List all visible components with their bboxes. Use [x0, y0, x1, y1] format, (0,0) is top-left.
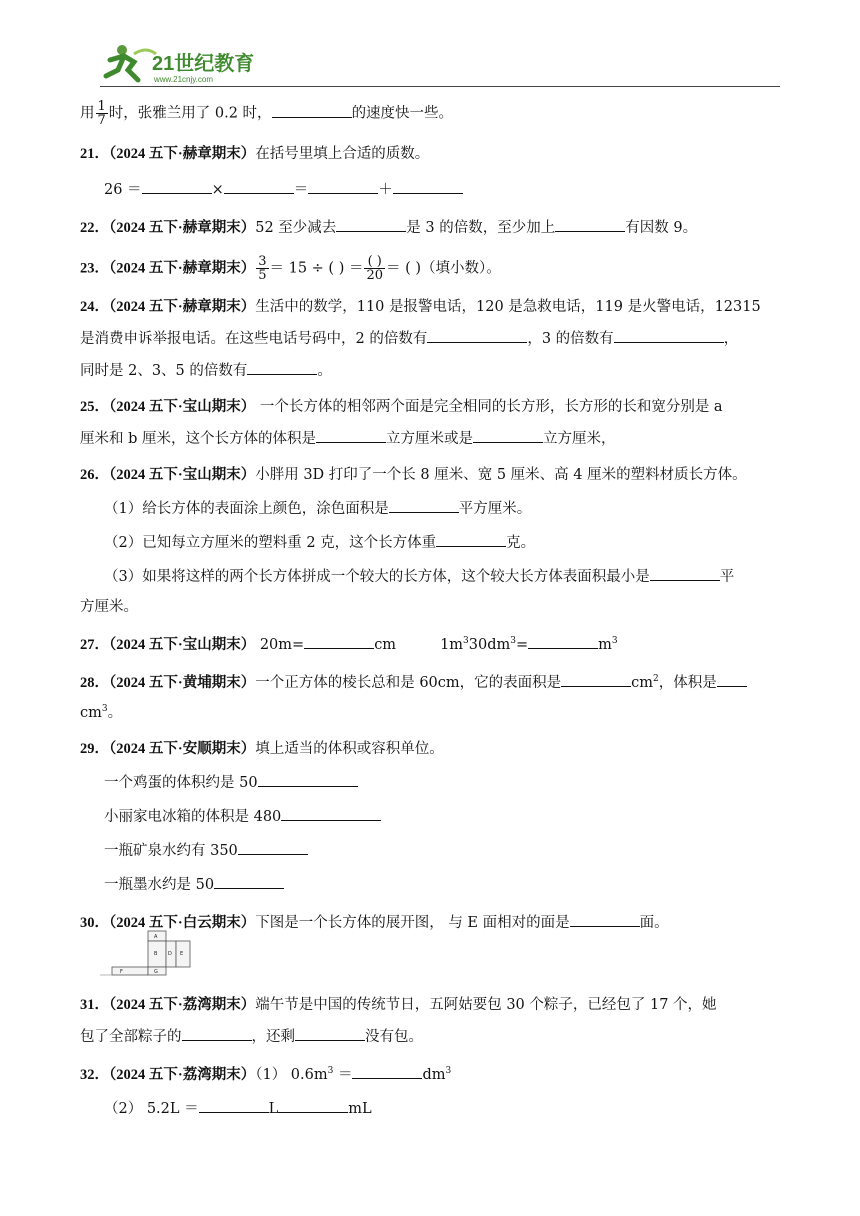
answer-blank[interactable] [199, 1096, 269, 1113]
question-31-line2: 包了全部粽子的 ，还剩 没有包。 [80, 1024, 780, 1048]
question-26-part2: （2）已知每立方厘米的塑料重 2 克，这个长方体重 克。 [104, 530, 804, 554]
answer-blank[interactable] [182, 1024, 252, 1041]
question-32: 32．（2024 五下·荔湾期末）（1） $0.6m^3 = dm^3$ [80, 1062, 780, 1086]
answer-blank[interactable] [308, 177, 378, 194]
header-divider [100, 86, 780, 87]
fraction: $\frac{( )}{20}$ [366, 254, 384, 283]
svg-text:B: B [154, 951, 158, 957]
question-28-line2: $cm^3$。 [80, 704, 123, 721]
question-25-line2: 厘米和 b 厘米，这个长方体的体积是 立方厘米或是 立方厘米， [80, 426, 780, 450]
answer-blank[interactable] [570, 910, 640, 927]
answer-blank[interactable] [352, 1062, 422, 1079]
answer-blank[interactable] [436, 530, 506, 547]
logo-21cnjy [100, 40, 280, 84]
question-26-part1: （1）给长方体的表面涂上颜色，涂色面积是 平方厘米。 [104, 496, 804, 520]
question-24: 24．（2024 五下·赫章期末）生活中的数学，110 是报警电话，120 是急救电话，119 是火警电话，12315 [80, 299, 761, 315]
question-21: 21．（2024 五下·赫章期末）在括号里填上合适的质数。 [80, 146, 430, 162]
question-29: 29．（2024 五下·安顺期末）填上适当的体积或容积单位。 [80, 741, 444, 757]
svg-text:F: F [120, 969, 123, 975]
answer-blank[interactable] [316, 426, 386, 443]
answer-blank[interactable] [142, 177, 212, 194]
answer-blank[interactable] [336, 215, 406, 232]
question-29-item: 一个鸡蛋的体积约是 50 [104, 770, 804, 794]
question-28: 28．（2024 五下·黄埔期末）一个正方体的棱长总和是 60cm，它的表面积是 $cm^2$，体积是 [80, 670, 780, 694]
answer-blank[interactable] [561, 670, 631, 687]
answer-blank[interactable] [389, 496, 459, 513]
svg-text:A: A [154, 934, 158, 940]
question-32-part2: （2） 5.2L ＝ L mL [104, 1096, 804, 1120]
question-30: 30．（2024 五下·白云期末）下图是一个长方体的展开图， 与 E 面相对的面是 面。 [80, 910, 780, 934]
question-29-item: 一瓶矿泉水约有 350 [104, 838, 804, 862]
question-27: 27．（2024 五下·宝山期末） 20m= cm $1m^330dm^3= m^3$ [80, 632, 780, 656]
svg-text:E: E [180, 951, 184, 957]
answer-blank[interactable] [650, 564, 720, 581]
question-31: 31．（2024 五下·荔湾期末）端午节是中国的传统节日，五阿姑要包 30 个粽子，已经包了 17 个，她 [80, 997, 717, 1013]
answer-blank[interactable] [304, 632, 374, 649]
question-23: 23．（2024 五下·赫章期末） $\frac{3}{5}$ ＝ 15 ÷ ( ) ＝ $\frac{( )}{20}$ ＝ ( )（填小数）。 [80, 254, 501, 283]
question-list-lower [80, 994, 780, 1117]
answer-blank[interactable] [247, 358, 317, 375]
svg-text:www.21cnjy.com: www.21cnjy.com [154, 75, 213, 84]
answer-blank[interactable] [427, 326, 527, 343]
answer-blank[interactable] [281, 804, 381, 821]
question-26-part3: （3）如果将这样的两个长方体拼成一个较大的长方体，这个较大长方体表面积最小是 平 [104, 564, 804, 588]
question-21-equation: 26 ＝ × ＝ ＋ [104, 177, 804, 201]
question-24-line2: 是消费申诉举报电话。在这些电话号码中，2 的倍数有 ，3 的倍数有 ， [80, 326, 780, 350]
answer-blank[interactable] [278, 1096, 348, 1113]
answer-blank[interactable] [473, 426, 543, 443]
svg-text:21世纪教育: 21世纪教育 [152, 53, 255, 75]
question-29-item: 一瓶墨水约是 50 [104, 872, 804, 896]
answer-blank[interactable] [295, 1024, 365, 1041]
svg-text:G: G [154, 969, 158, 975]
answer-blank[interactable] [717, 670, 747, 687]
question-list [80, 96, 780, 931]
answer-blank[interactable] [224, 177, 294, 194]
question-26-part3-cont: 方厘米。 [80, 599, 138, 615]
fraction: $\frac{1}{7}$ [97, 99, 106, 128]
answer-blank[interactable] [614, 326, 724, 343]
answer-blank[interactable] [393, 177, 463, 194]
question-29-item: 小丽家电冰箱的体积是 480 [104, 804, 804, 828]
fraction: $\frac{3}{5}$ [258, 254, 267, 283]
cuboid-net-figure [100, 930, 192, 978]
question-22: 22．（2024 五下·赫章期末）52 至少减去 是 3 的倍数，至少加上 有因数 9。 [80, 215, 780, 239]
answer-blank[interactable] [214, 872, 284, 889]
svg-text:D: D [168, 951, 172, 957]
answer-blank[interactable] [272, 101, 352, 118]
question-26: 26．（2024 五下·宝山期末）小胖用 3D 打印了一个长 8 厘米、宽 5 厘米、高 4 厘米的塑料材质长方体。 [80, 467, 747, 483]
answer-blank[interactable] [258, 770, 358, 787]
question-24-line3: 同时是 2、3、5 的倍数有 。 [80, 358, 780, 382]
answer-blank[interactable] [555, 215, 625, 232]
answer-blank[interactable] [238, 838, 308, 855]
answer-blank[interactable] [528, 632, 598, 649]
page-header [100, 38, 780, 88]
question-25: 25．（2024 五下·宝山期末） 一个长方体的相邻两个面是完全相同的长方形，长方形的长和宽分别是 a [80, 399, 723, 415]
q20-tail: 用 $\frac{1}{7}$ 时，张雅兰用了 0.2 时， 的速度快一些。 [80, 99, 454, 128]
